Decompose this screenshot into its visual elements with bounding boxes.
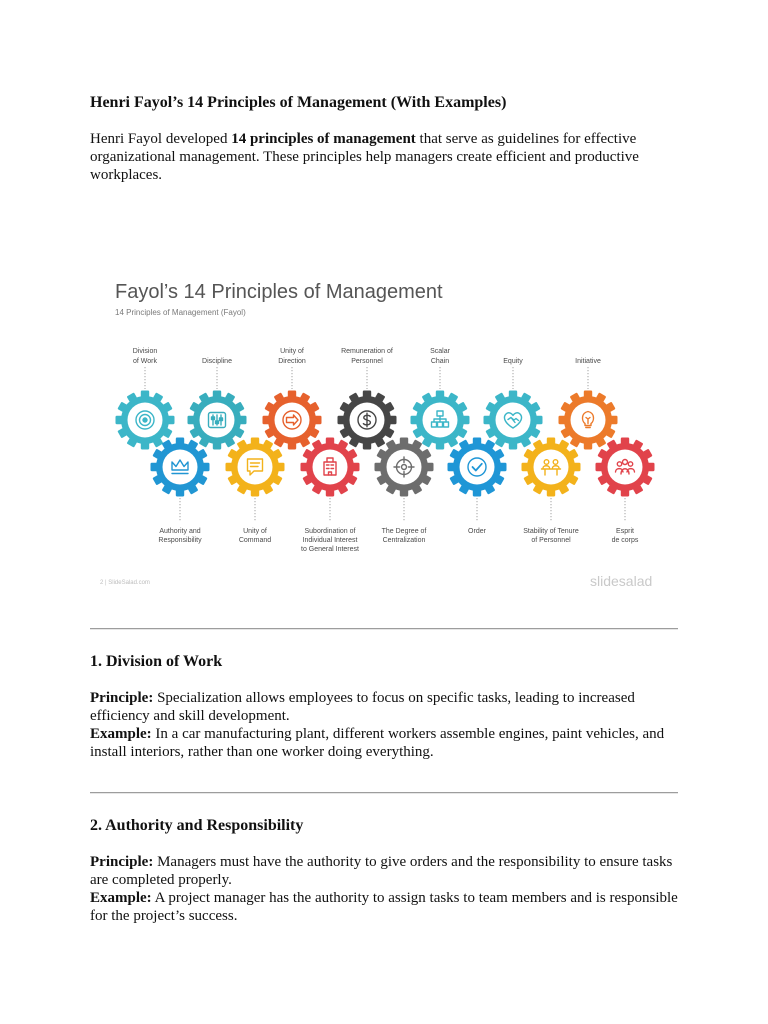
gear-centralization [375,438,434,497]
document-title: Henri Fayol’s 14 Principles of Management (With Examples) [90,94,507,111]
label-esprit-de-corps: Esprit de corps [611,528,639,544]
top-connectors [145,367,588,389]
gear-center [313,450,348,485]
gear-subordination [301,438,360,497]
slide-footer: 2 | SlideSalad.com [100,580,150,586]
label-unity-of-direction: Unity of Direction [278,348,306,365]
intro-paragraph [90,130,678,184]
gear-equity [484,391,543,450]
label-stability-of-tenure: Stability of Tenure of Personnel [523,528,579,544]
label-equity: Equity [503,358,523,365]
gear-discipline [188,391,247,450]
divider [90,628,678,630]
intro-text: that serve as guidelines for effective organizational management. These principles help managers create efficient and productive workplaces. [90,131,639,183]
slidesalad-logo: slidesalad [590,573,653,589]
infographic-subtitle: 14 Principles of Management (Fayol) [115,308,246,317]
label-initiative: Initiative [575,358,601,365]
gear-remuneration [338,391,397,450]
gear-center [275,403,310,438]
intro-bold-text: 14 principles of management [231,131,416,147]
bottom-labels [158,528,639,553]
principle-text: Principle: Managers must have the authority to give orders and the responsibility to ensure tasks are completed properly. [90,854,673,888]
gear-unity-of-direction [263,391,322,450]
gear-division-of-work [116,391,175,450]
top-labels [133,348,601,365]
label-division-of-work: Division of Work [132,348,158,365]
label-subordination: Subordination of Individual Interest to General Interest [301,528,359,553]
principle-label: Principle: [90,690,154,706]
example-text: Example: In a car manufacturing plant, different workers assemble engines, paint vehicles, and install interiors, rather than one worker doing everything. [90,726,665,760]
label-unity-of-command: Unity of Command [238,528,272,544]
intro-text: Henri Fayol developed [90,131,232,147]
example-label: Example: [90,726,152,742]
gear-stability-of-tenure [522,438,581,497]
gear-center [460,450,495,485]
bottom-connectors [180,498,625,522]
example-label: Example: [90,890,152,906]
gear-order [448,438,507,497]
gear-esprit-de-corps [596,438,655,497]
principle-label: Principle: [90,854,154,870]
label-degree-of-centralization: The Degree of Centralization [381,528,427,544]
gear-authority-and-responsibility [151,438,210,497]
label-remuneration: Remuneration of Personnel [341,348,393,365]
divider [90,792,678,794]
gear-center [387,450,422,485]
infographic-title: Fayol’s 14 Principles of Management [115,281,443,303]
gear-center [534,450,569,485]
example-text: Example: A project manager has the authority to assign tasks to team members and is responsible for the project’s success. [90,890,678,924]
section-body [90,853,678,925]
label-scalar-chain: Scalar Chain [430,348,450,365]
gear-center [608,450,643,485]
fayol-principles-infographic [90,258,680,598]
label-order: Order [468,528,486,535]
label-authority-and-responsibility: Authority and Responsibility [158,528,202,544]
section-heading: 1. Division of Work [90,653,223,670]
section-heading: 2. Authority and Responsibility [90,817,304,834]
section-body [90,689,678,761]
gear-initiative [559,391,618,450]
gear-unity-of-command [226,438,285,497]
principle-text: Principle: Specialization allows employees to focus on specific tasks, leading to increased efficiency and skill development. [90,690,635,724]
gear-scalar-chain [411,391,470,450]
label-discipline: Discipline [202,358,232,365]
gear-center [163,450,198,485]
